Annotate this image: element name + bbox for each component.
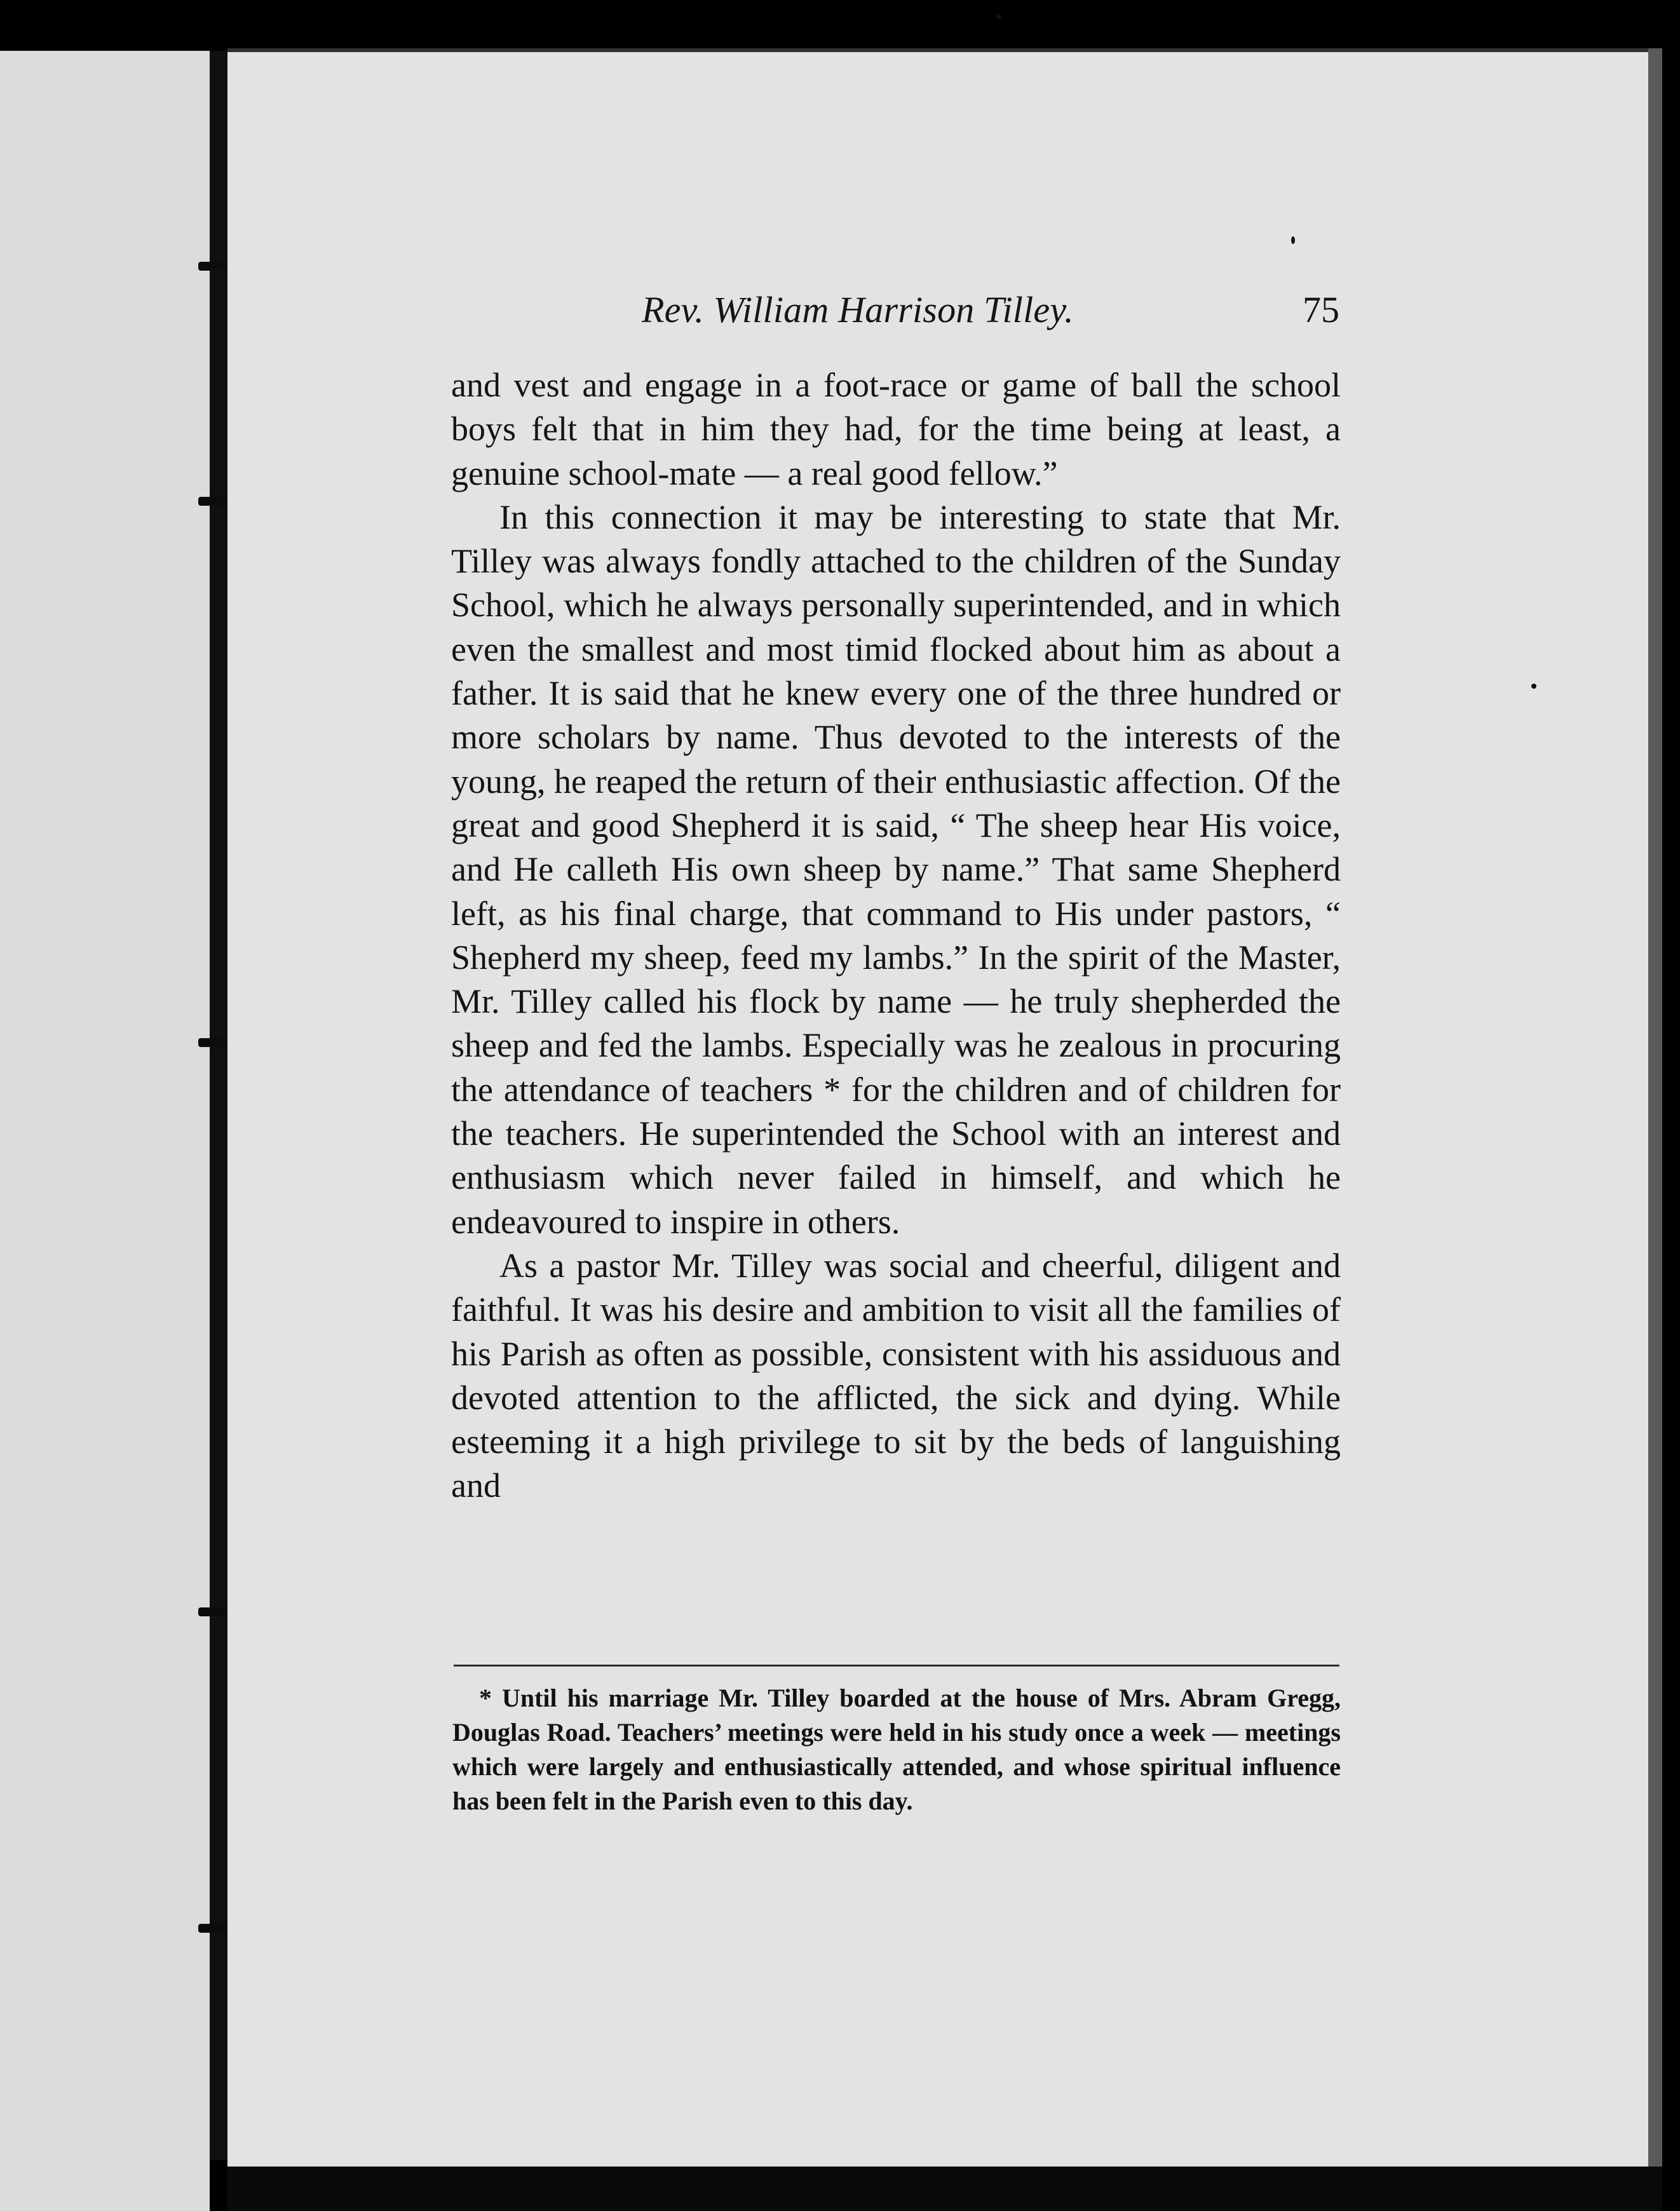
running-title: Rev. William Harrison Tilley. — [642, 289, 1074, 330]
page-edge-shadow — [1648, 48, 1662, 2170]
facing-page-edge — [0, 51, 210, 2211]
paragraph-continuation: and vest and engage in a foot-race or game of ball the school boys felt that in him they had, for the time being at least, a genuine school-mate — a real good fellow.” — [451, 366, 1341, 492]
paragraph-pastor: As a pastor Mr. Tilley was social and cheerful, diligent and faithful. It was his desire and ambition to visit all the families of his Parish as often as possible, consistent with his assiduous and devoted attention to the afflicted, the sick and dying. While esteeming it a high privilege to sit by the beds of languishing and — [451, 1246, 1341, 1505]
book-binding — [210, 51, 227, 2160]
bottom-shadow — [227, 2167, 1662, 2211]
scan-speck — [996, 14, 1001, 19]
body-text — [451, 363, 1341, 1508]
paragraph-sunday-school: In this connection it may be interesting to state that Mr. Tilley was always fondly attached to the children of the Sunday School, which he always personally superintended, and in which even the smallest and most timid flocked about him as about a father. It is said that he knew every one of the three hundred or more scholars by name. Thus devoted to the interests of the young, he reaped the return of their enthusiastic affection. Of the great and good Shepherd it is said, “ The sheep hear His voice, and He calleth His own sheep by name.” That same Shepherd left, as his final charge, that command to His under pastors, “ Shepherd my sheep, feed my lambs.” In the spirit of the Master, Mr. Tilley called his flock by name — he truly shepherded the sheep and fed the lambs. Especially was he zealous in procuring the attendance of teachers * for the children and of children for the teachers. He superintended the School with an interest and enthusiasm which never failed in himself, and which he endeavoured to inspire in others. — [451, 497, 1341, 1241]
page-header — [642, 285, 1339, 335]
page-number: 75 — [1303, 289, 1339, 330]
footnote: * Until his marriage Mr. Tilley boarded at the house of Mrs. Abram Gregg, Douglas Road. Teachers’ meetings were held in his study once a week — meetings which were largely and enthusiastically attended, and whose spiritual influence has been felt in the Parish even to this day. — [452, 1684, 1341, 1815]
scan-speck — [1531, 684, 1536, 689]
scan-speck — [1291, 236, 1295, 244]
footnote-rule — [454, 1665, 1339, 1667]
